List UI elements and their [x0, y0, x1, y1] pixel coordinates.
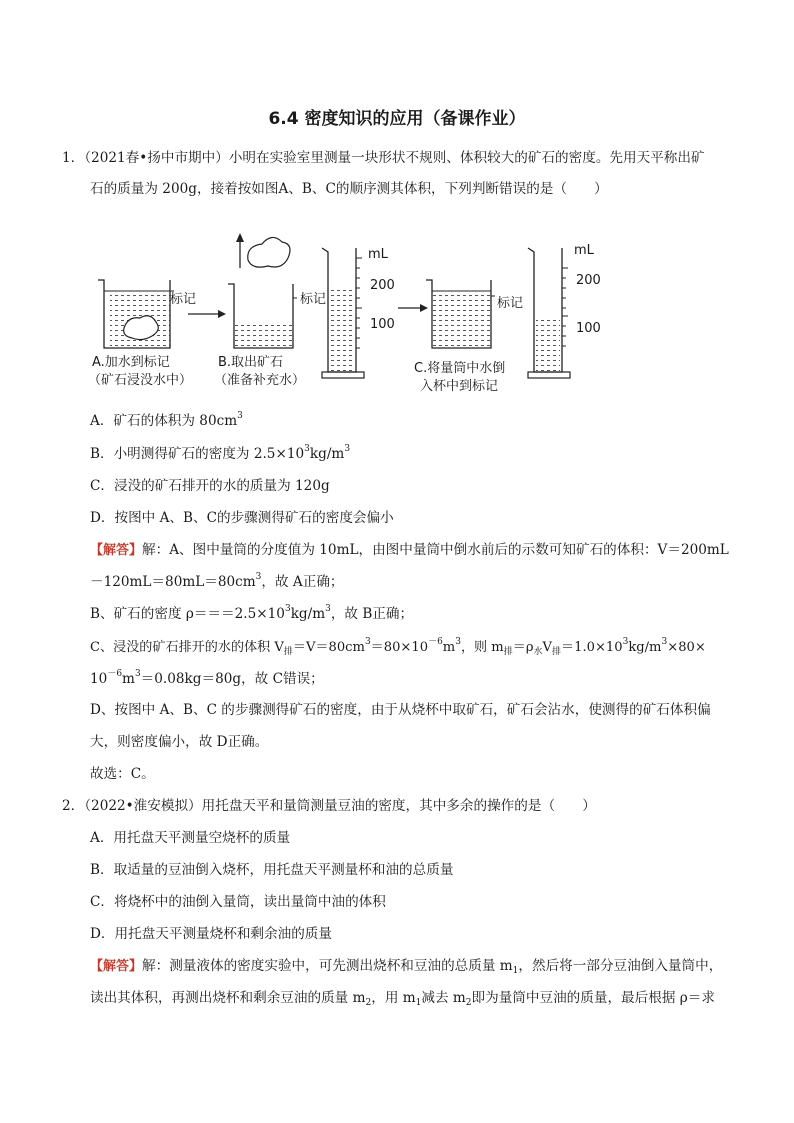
lift-arrow-head [236, 233, 244, 242]
page-title: 6.4 密度知识的应用（备课作业） [268, 109, 526, 129]
q1-answer-l4d: m [442, 640, 456, 655]
q1-stem-line2: 石的质量为 200g，接着按如图A、B、C的顺序测其体积，下列判断错误的是（ ） [90, 181, 608, 197]
q1-answer-l4-sup5: 3 [661, 637, 668, 647]
q1-answer-line6: D、按图中 A、B、C 的步骤测得矿石的密度，由于从烧杯中取矿石，矿石会沾水，使测得的矿石体积偏 [90, 702, 711, 718]
q1-option-a-sup: 3 [237, 411, 243, 421]
q1-answer-l4f: ＝ρ [512, 640, 534, 655]
q1-answer-line4 [90, 634, 706, 657]
q1-answer-l2a: －120mL＝80mL＝80cm [90, 574, 256, 590]
q2-answer-tag: 【解答】 [90, 959, 143, 974]
q2-answer-l2b: ，用 m [371, 990, 416, 1006]
q1-answer-l4c: ＝80×10 [370, 640, 429, 655]
mark-label-b: 标记 [300, 292, 327, 307]
caption-c-line2: 入杯中到标记 [420, 379, 499, 394]
q1-answer-l4e: ，则 m [460, 640, 504, 655]
q1-answer-l3-sup1: 3 [284, 604, 291, 614]
q1-figure [90, 228, 630, 400]
q2-answer-l1a: 解：测量液体的密度实验中，可先测出烧杯和豆油的总质量 m [142, 958, 513, 974]
q1-answer-l4-sub2: 排 [503, 647, 513, 657]
q1-answer-l2-sup: 3 [255, 572, 262, 582]
q2-answer-l2-sub1: 2 [365, 998, 372, 1008]
q2-option-b: B．取适量的豆油倒入烧杯，用托盘天平测量杯和油的总质量 [90, 862, 454, 878]
cyl2-tick-200: 200 [576, 273, 601, 288]
q1-option-b-sup1: 3 [304, 444, 310, 454]
q1-answer-l4g: V [542, 640, 553, 655]
q1-answer-l5c: ＝0.08kg＝80g，故 C错误； [140, 671, 324, 687]
cylinder-1 [322, 247, 395, 378]
cyl1-tick-100: 100 [370, 317, 395, 332]
q1-answer-l2b: ，故 A正确； [261, 574, 344, 590]
arrow-a-b-head [218, 310, 226, 318]
q1-answer-text1: 解：A、图中量筒的分度值为 10mL，由图中量筒中倒水前后的示数可知矿石的体积：V＝200mL [142, 542, 729, 558]
q2-answer-line2 [90, 986, 715, 1008]
q1-option-c: C．浸没的矿石排开的水的质量为 120g [90, 478, 330, 494]
q1-answer-l5b: m [122, 671, 135, 687]
caption-c-line1: C.将量筒中水倒 [414, 361, 506, 376]
q1-answer-l4-sub3: 水 [533, 647, 543, 657]
cyl2-tick-100: 100 [576, 321, 601, 336]
caption-a-line2: （矿石浸没水中） [88, 373, 193, 388]
q1-answer-l5-sup2: 3 [134, 669, 141, 679]
q1-answer-line8: 故选：C。 [90, 766, 155, 782]
q1-answer-line2 [90, 570, 344, 590]
mark-label-c: 标记 [497, 296, 524, 311]
q1-option-d: D．按图中 A、B、C的步骤测得矿石的密度会偏小 [90, 510, 394, 526]
q2-answer-l2-sub3: 2 [465, 998, 472, 1008]
cyl1-tick-200: 200 [370, 278, 395, 293]
cyl1-unit: mL [368, 247, 388, 262]
q1-option-b-sup2: 3 [344, 444, 351, 454]
q1-answer-l5-sup1: －6 [107, 669, 123, 679]
arrow-to-c-head [420, 304, 428, 312]
q2-answer-line1 [90, 954, 722, 976]
q2-option-d: D．用托盘天平测量烧杯和剩余油的质量 [90, 926, 332, 942]
caption-b-line2: （准备补充水） [214, 373, 306, 388]
q1-option-a [90, 409, 243, 429]
q2-option-a: A．用托盘天平测量空烧杯的质量 [90, 830, 291, 846]
q1-answer-l4-sub4: 排 [552, 647, 562, 657]
q1-answer-l4-sub1: 排 [283, 647, 293, 657]
q1-answer-line1 [90, 538, 729, 558]
q2-answer-l2c: 减去 m [421, 990, 466, 1006]
q2-answer-l2d: 即为量筒中豆油的质量，最后根据 ρ＝求 [471, 990, 715, 1006]
q1-answer-l4a: C、浸没的矿石排开的水的体积 V [90, 640, 284, 655]
q2-answer-l2a: 读出其体积，再测出烧杯和剩余豆油的质量 m [90, 990, 366, 1006]
q2-stem [62, 794, 596, 814]
beaker-c [426, 280, 523, 348]
q2-answer-l1-sub1: 1 [512, 966, 519, 976]
q1-answer-line3 [90, 602, 413, 622]
caption-b-line1: B.取出矿石 [218, 355, 284, 370]
q1-answer-l4b: ＝V＝80cm [292, 640, 365, 655]
q1-answer-l4-sup2: －6 [428, 637, 443, 647]
caption-a-line1: A.加水到标记 [92, 355, 170, 370]
cyl2-unit: mL [574, 243, 594, 258]
q1-answer-l4j: ×80× [667, 640, 706, 655]
q2-option-c: C．将烧杯中的油倒入量筒，读出量筒中油的体积 [90, 894, 386, 910]
q1-stem-line1 [62, 146, 705, 166]
q1-figure-svg [90, 228, 630, 400]
q1-option-b [90, 442, 350, 462]
beaker-a [98, 280, 196, 348]
q1-answer-l3b: kg/m [290, 606, 326, 622]
q1-answer-l4-sup3: 3 [455, 637, 461, 647]
q1-answer-l5a: 10 [90, 671, 108, 687]
q2-stem-text: （2022•淮安模拟）用托盘天平和量筒测量豆油的密度，其中多余的操作的是（ ） [84, 798, 596, 814]
q1-stem-text1: （2021春•扬中市期中）小明在实验室里测量一块形状不规则、体积较大的矿石的密度。先用天平称出矿 [84, 150, 705, 166]
q1-answer-l4-sup4: 3 [622, 637, 629, 647]
q2-answer-l1b: ，然后将一部分豆油倒入量筒中， [518, 958, 723, 974]
q1-answer-tag: 【解答】 [90, 543, 143, 558]
q2-number: 2． [62, 798, 85, 814]
beaker-b [228, 233, 326, 348]
q1-option-b-text: B．小明测得矿石的密度为 2.5×10 [90, 446, 305, 462]
q1-answer-l3-sup2: 3 [325, 604, 331, 614]
q1-answer-line7: 大，则密度偏小，故 D正确。 [90, 734, 269, 750]
q1-option-b-unit: kg/m [309, 446, 345, 462]
q1-answer-l3c: ，故 B正确； [330, 606, 414, 622]
q2-answer-l2-sub2: 1 [415, 998, 422, 1008]
q1-option-a-text: A．矿石的体积为 80cm [90, 413, 238, 429]
q1-answer-l3a: B、矿石的密度 ρ＝＝＝2.5×10 [90, 606, 285, 622]
cylinder-2 [528, 243, 601, 378]
q1-answer-line5 [90, 666, 324, 687]
mark-label-a: 标记 [170, 292, 197, 307]
q1-answer-l4-sup1: 3 [364, 637, 371, 647]
q1-number: 1． [62, 150, 85, 166]
q1-answer-l4h: ＝1.0×10 [561, 640, 623, 655]
q1-answer-l4i: kg/m [628, 640, 662, 655]
ore-lifted [248, 237, 290, 267]
